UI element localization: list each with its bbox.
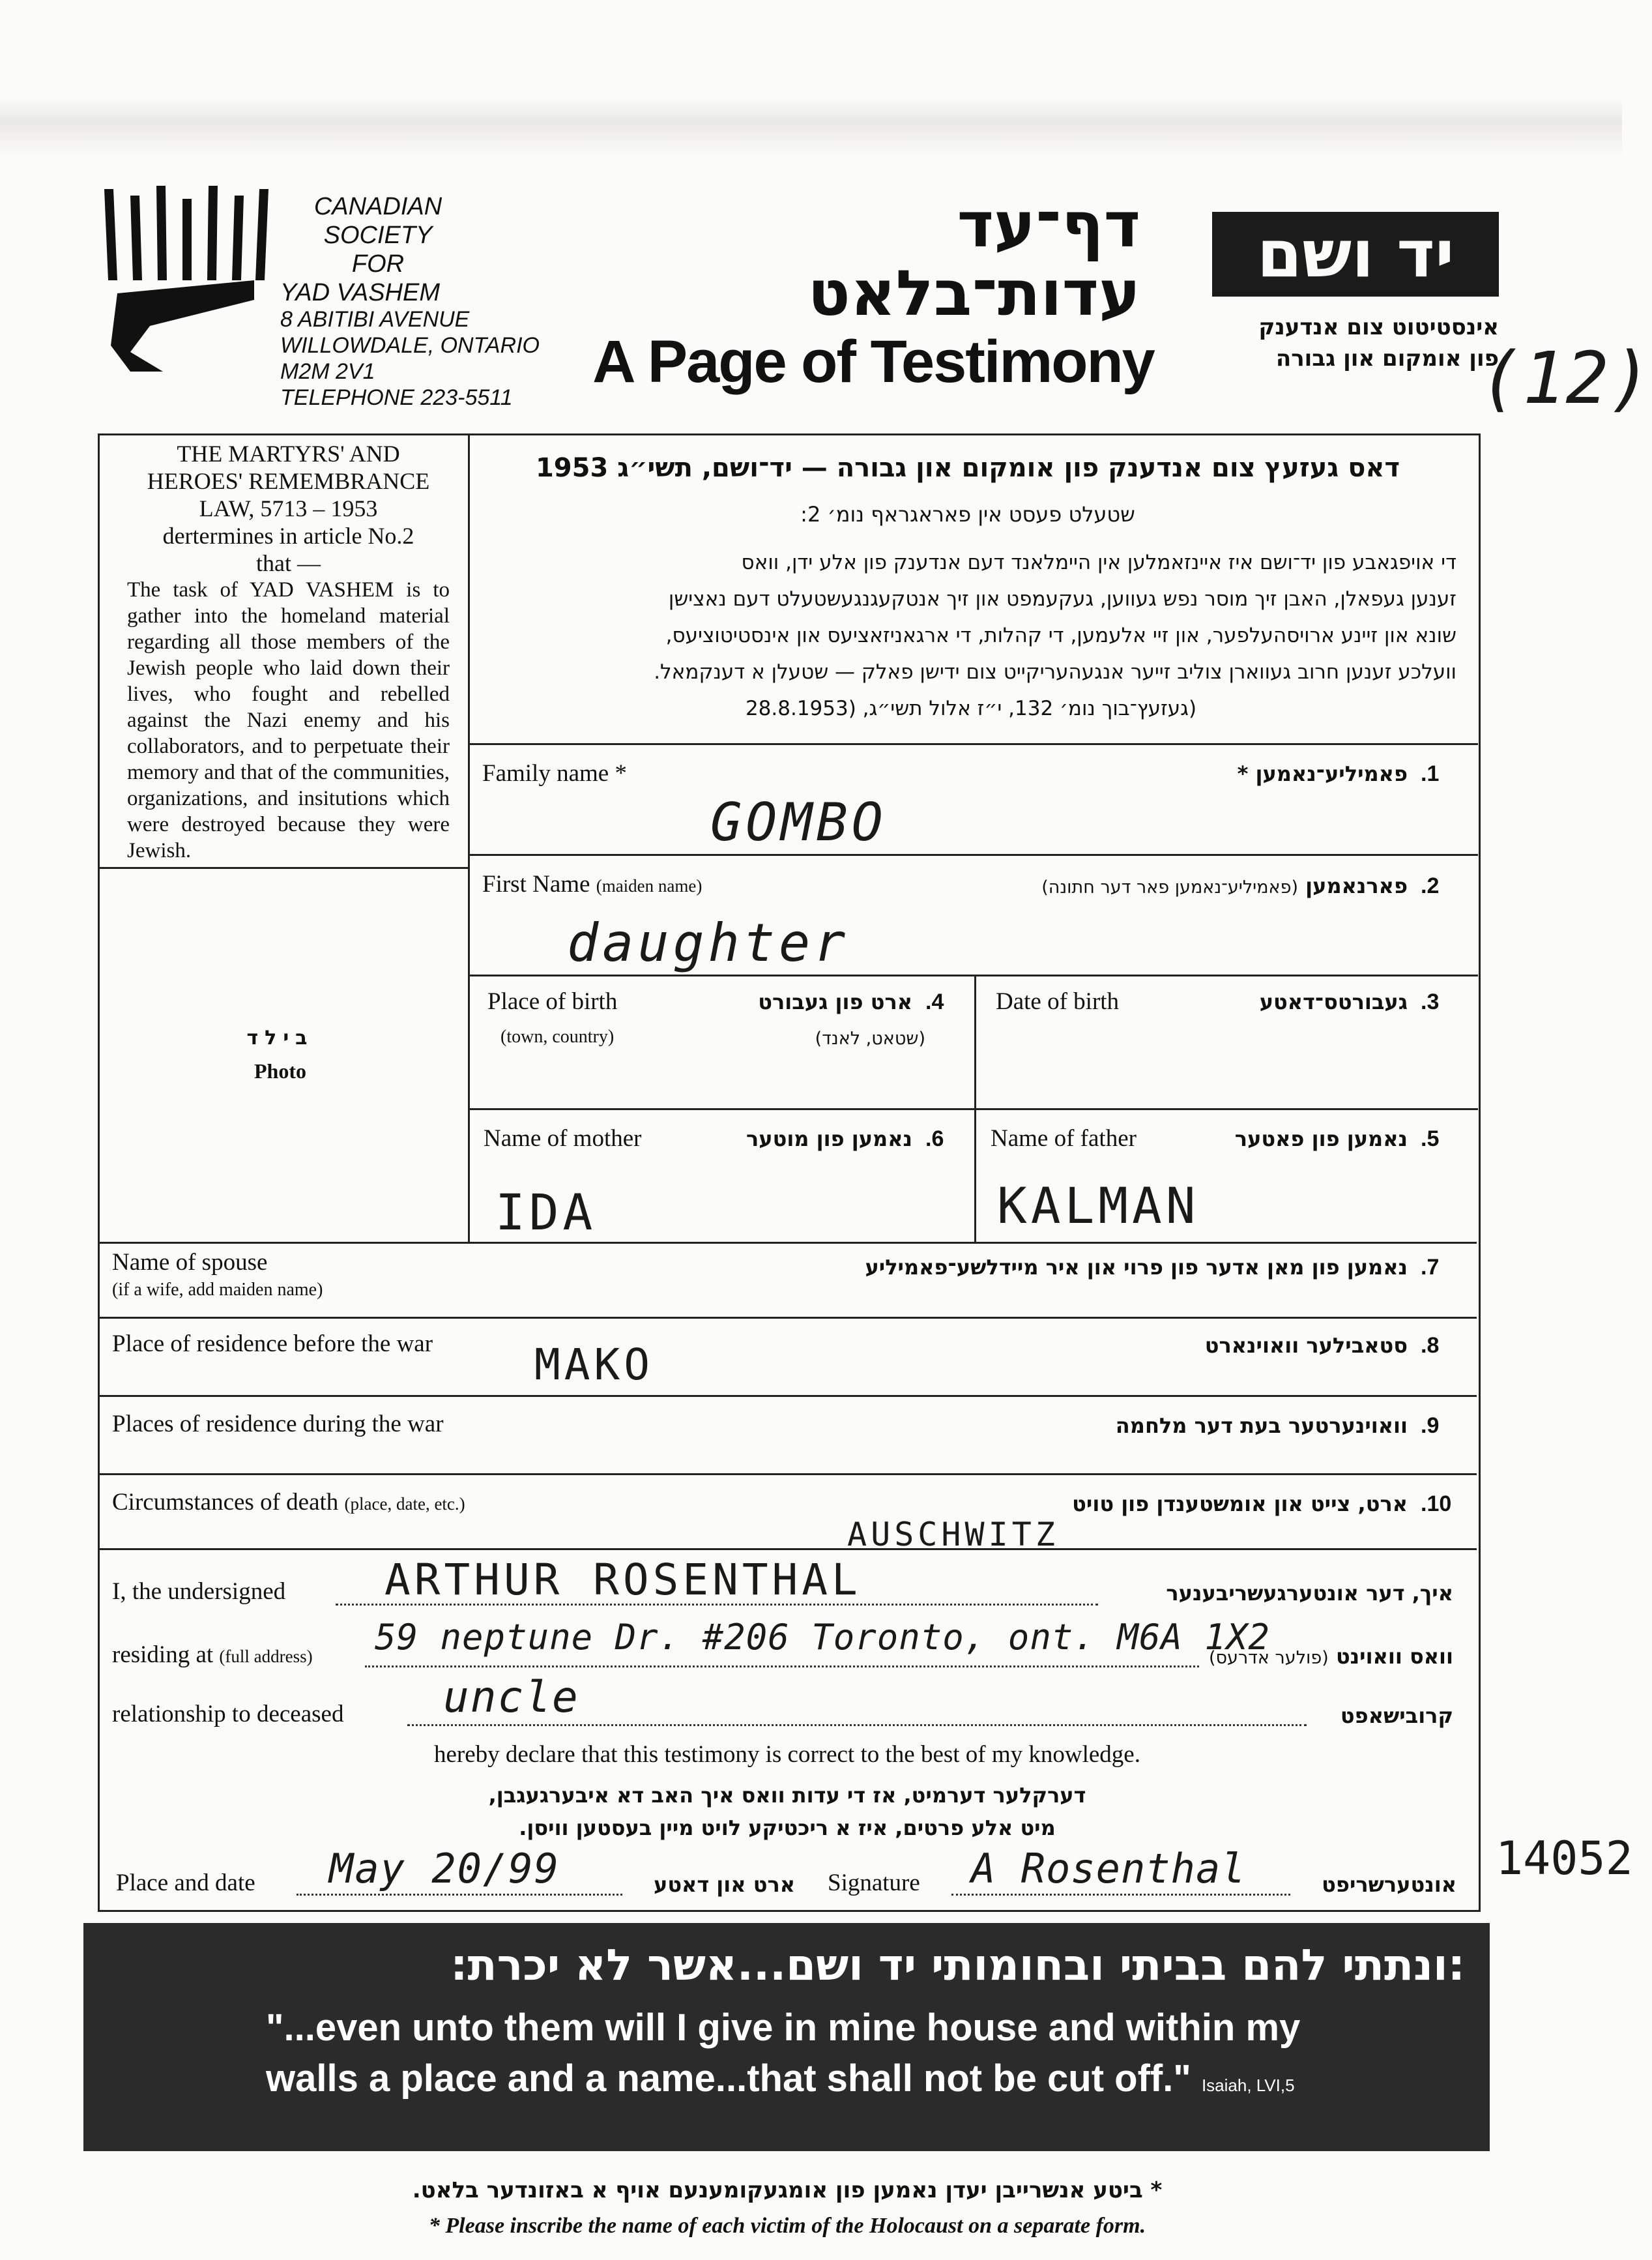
declaration-statement: hereby declare that this testimony is correct to the best of my knowledge. — [434, 1741, 1140, 1768]
signature-hebrew: אונטערשריפט — [1322, 1872, 1456, 1897]
death-value[interactable]: AUSCHWITZ — [847, 1516, 1059, 1553]
yad-vashem-logo: יד ושם — [1212, 212, 1499, 297]
undersigned-label: I, the undersigned — [112, 1578, 286, 1605]
signature-line — [951, 1894, 1290, 1896]
photo-label: Photo — [254, 1059, 306, 1083]
page-title: A Page of Testimony — [592, 329, 1154, 395]
residence-during-hebrew: וואוינערטער בעת דער מלחמה — [1115, 1413, 1408, 1438]
family-name-hebrew: פאמיליע־נאמען * — [1237, 761, 1408, 786]
relationship-value[interactable]: uncle — [443, 1672, 579, 1722]
row-line-8 — [98, 1473, 1477, 1475]
sidebar-divider — [468, 433, 470, 1242]
mother-name-hebrew: נאמען פון מוטער — [746, 1126, 912, 1151]
father-name-value[interactable]: KALMAN — [997, 1177, 1200, 1235]
law-box: THE MARTYRS' AND HEROES' REMEMBRANCE LAW, 5713 – 1953 dertermines in article No.2 that — The task of YAD VASHEM is to gather into the homeland material regarding all those members of the Jewish people who laid down their lives, who fought and rebelled against the Nazi enemy and his collaborators, and to perpetuate their memory and that of the communities, organizations, and insitutions which were destroyed because they were Jewish. — [127, 441, 450, 862]
family-name-num: .1 — [1421, 761, 1440, 786]
death-num: .10 — [1421, 1491, 1452, 1516]
residing-hebrew: וואס וואוינט (פולער אדרעס) — [1208, 1644, 1453, 1669]
signature-value[interactable]: A Rosenthal — [971, 1845, 1246, 1892]
undersigned-value[interactable]: ARTHUR ROSENTHAL — [384, 1555, 862, 1605]
institute-line-1: אינסטיטוט צום אנדענק — [1258, 314, 1499, 340]
banner-hebrew-verse: :ונתתי להם בביתי ובחומותי יד ושם...אשר לא יכרת: — [450, 1940, 1465, 1990]
org-name: CANADIAN SOCIETY FOR YAD VASHEM — [280, 193, 442, 306]
family-name-label: Family name * — [482, 760, 627, 787]
declaration-hebrew-1: דערקלער דערמיט, אז די עדות וואס איך האב דא איבערגעגבן, — [488, 1783, 1086, 1808]
mother-name-label: Name of mother — [484, 1125, 642, 1152]
relationship-hebrew: קרובישאפט — [1340, 1703, 1453, 1728]
hebrew-title-2: עדות־בלאט — [807, 257, 1140, 330]
place-of-birth-label: Place of birth — [487, 988, 618, 1015]
row-line-2 — [468, 854, 1478, 856]
residing-label: residing at (full address) — [112, 1641, 313, 1668]
footer-note: * Please inscribe the name of each victim of the Holocaust on a separate form. — [428, 2214, 1146, 2238]
father-name-hebrew: נאמען פון פאטער — [1234, 1126, 1408, 1151]
first-name-num: .2 — [1421, 873, 1440, 898]
row-line-5 — [98, 1242, 1477, 1244]
date-of-birth-label: Date of birth — [996, 988, 1120, 1015]
undersigned-hebrew: איך, דער אונטערגעשריבענער — [1166, 1581, 1453, 1606]
mother-name-num: .6 — [925, 1126, 944, 1151]
spouse-hebrew: נאמען פון מאן אדער פון פרוי און איר מיידלשע־פאמיליע — [865, 1255, 1408, 1280]
quote-banner — [83, 1923, 1490, 2151]
banner-english-line-2: walls a place and a name...that shall not be cut off." Isaiah, LVI,5 — [266, 2057, 1295, 2100]
relationship-label: relationship to deceased — [112, 1701, 344, 1727]
place-date-line — [297, 1894, 622, 1896]
photo-hebrew-label: בילד — [246, 1027, 314, 1049]
scan-noise-band — [0, 98, 1622, 156]
hebrew-title-1: דף־עד — [957, 188, 1140, 261]
banner-english-line-1: "...even unto them will I give in mine house and within my — [266, 2006, 1301, 2049]
spouse-label: Name of spouse — [112, 1249, 268, 1276]
place-date-label: Place and date — [116, 1870, 255, 1896]
date-of-birth-num: .3 — [1421, 990, 1440, 1014]
law-photo-divider — [98, 867, 469, 869]
residing-line — [365, 1666, 1199, 1667]
residence-before-hebrew: סטאבילער וואוינארט — [1204, 1333, 1408, 1358]
row-line-7 — [98, 1395, 1477, 1397]
row-line-1 — [468, 743, 1478, 745]
row-line-9 — [98, 1548, 1477, 1550]
institute-line-2: פון אומקום און גבורה — [1275, 345, 1499, 372]
residing-value[interactable]: 59 neptune Dr. #206 Toronto, ont. M6A 1X2 — [375, 1617, 1270, 1658]
law-hebrew-title: דאס געזעץ צום אנדענק פון אומקום און גבורה — יד־ושם, תשי״ג 1953 — [535, 453, 1400, 483]
org-address: 8 ABITIBI AVENUE WILLOWDALE, ONTARIO M2M 2V1 TELEPHONE 223-5511 — [280, 307, 540, 410]
mother-name-value[interactable]: IDA — [495, 1183, 597, 1241]
place-of-birth-note: (town, country) — [500, 1027, 615, 1047]
law-hebrew-subtitle: שטעלט פעסט אין פאראגראף נומ׳ 2: — [800, 502, 1135, 527]
first-name-hebrew: פארנאמען (פאמיליע־נאמען פאר דער חתונה) — [1041, 873, 1408, 898]
first-name-value[interactable]: daughter — [567, 913, 850, 973]
place-date-value[interactable]: May 20/99 — [329, 1845, 560, 1892]
death-label: Circumstances of death (place, date, etc.) — [112, 1489, 465, 1516]
law-hebrew-body: די אויפגאבע פון יד־ושם איז איינזאמלען אין היימלאנד דעם אנדענק פון אלע ידן, וואס זענען געפאלן, האבן זיך מוסר נפש געווען, געקעמפט און זיך אנטקעגנגעשטעלט דעם נאצישן שונא און זיינע ארויסהעלפער, און זיי אלעמען, די קהלות, די ארגאניזאציעס און אינסטיטוציעס, וועלכע זענען חרוב געווארן צוליב זייער אנגעהעריקייט צום ידישן פאלק — שטעלן א דענקמאל. (געזעץ־בוך נומ׳ 132, י״ז אלול תשי״ג, (28.8.1953 — [654, 551, 1456, 720]
residence-before-label: Place of residence before the war — [112, 1330, 433, 1357]
spouse-num: .7 — [1421, 1255, 1440, 1280]
signature-label: Signature — [828, 1870, 920, 1896]
first-name-label: First Name (maiden name) — [482, 871, 703, 898]
family-name-value[interactable]: GOMBO — [710, 792, 887, 853]
death-hebrew: ארט, צייט און אומשטענדן פון טויט — [1072, 1491, 1408, 1516]
row-line-6 — [98, 1317, 1477, 1319]
stamp-number: (12) — [1479, 336, 1652, 420]
date-of-birth-hebrew: געבורטס־דאטע — [1259, 990, 1408, 1014]
residence-during-label: Places of residence during the war — [112, 1411, 444, 1437]
footer-hebrew-note: * ביטע אנשרייבן יעדן נאמען פון אומגעקומענעם אויף א באזונדער בלאט. — [412, 2177, 1163, 2203]
place-of-birth-hebrew: ארט פון געבורט — [758, 990, 912, 1014]
place-of-birth-hebrew-note: (שטאט, לאנד) — [815, 1029, 925, 1049]
place-of-birth-num: .4 — [925, 990, 944, 1014]
relationship-line — [407, 1724, 1307, 1726]
father-name-num: .5 — [1421, 1126, 1440, 1151]
row-split — [974, 975, 976, 1242]
place-date-hebrew: ארט און דאטע — [654, 1872, 795, 1897]
spouse-note: (if a wife, add maiden name) — [112, 1280, 323, 1300]
declaration-hebrew-2: מיט אלע פרטים, איז א ריכטיקע לויט מיין בעסטען וויסן. — [519, 1815, 1056, 1840]
residence-during-num: .9 — [1421, 1413, 1440, 1438]
row-line-4 — [468, 1108, 1478, 1110]
menorah-logo — [91, 183, 280, 378]
row-line-3 — [468, 975, 1478, 976]
father-name-label: Name of father — [991, 1125, 1137, 1152]
residence-before-num: .8 — [1421, 1333, 1440, 1358]
side-number: 14052 — [1496, 1832, 1633, 1885]
residence-before-value[interactable]: MAKO — [534, 1340, 654, 1390]
